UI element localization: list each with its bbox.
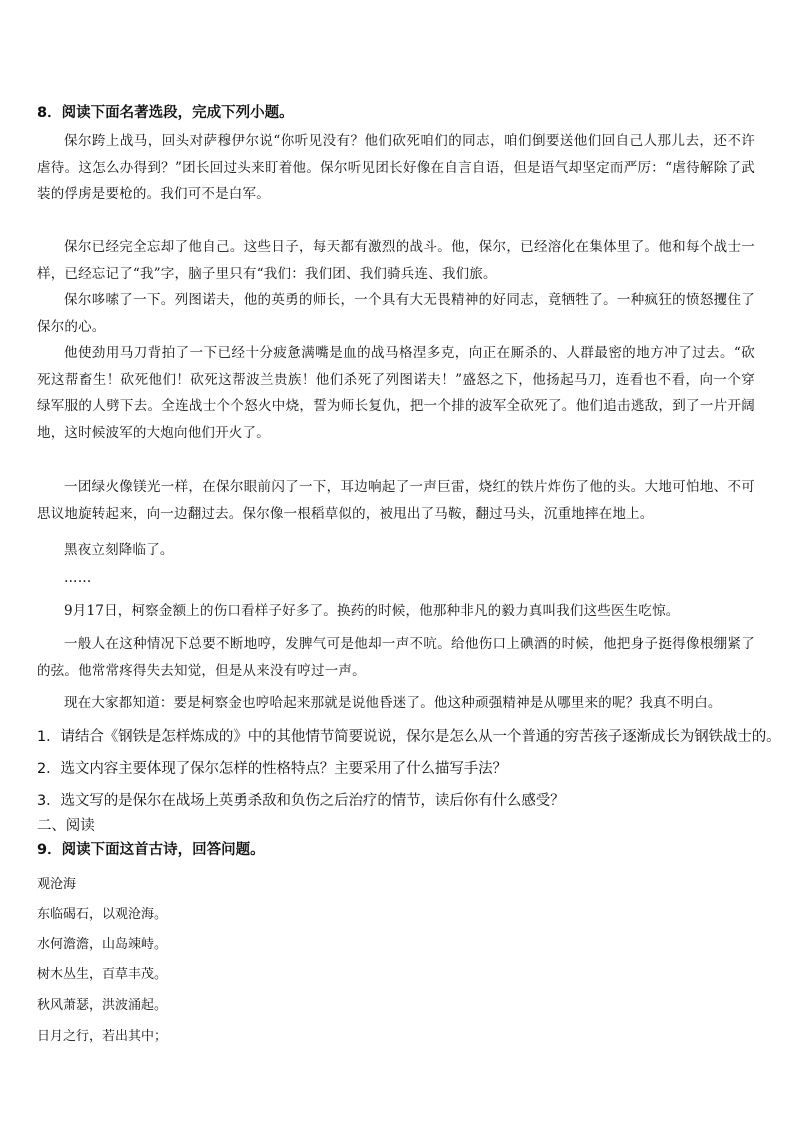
poem-line: 水何澹澹，山岛竦峙。 — [37, 937, 168, 952]
sub-question-3: 3．选文写的是保尔在战场上英勇杀敌和负伤之后治疗的情节，读后你有什么感受？ — [37, 793, 565, 809]
poem-line: 秋风萧瑟，洪波涌起。 — [37, 998, 168, 1013]
question-9-heading: 9．阅读下面这首古诗，回答问题。 — [37, 842, 265, 858]
diary-paragraph: 一般人在这种情况下总要不断地哼，发脾气可是他却一声不吭。给他伤口上碘酒的时候，他把身子挺得像根绷紧了的弦。他常常疼得失去知觉，但是从来没有哼过一声。 — [37, 636, 755, 679]
excerpt-paragraph: 保尔跨上战马，回头对萨穆伊尔说“你听见没有？他们砍死咱们的同志，咱们倒要送他们回自己人那儿去，还不许虐待。这怎么办得到？”团长回过头来盯着他。保尔听见团长好像在自言自语，但是语气却坚定而严厉：“虐待解除了武装的俘虏是要枪的。我们可不是白军。 — [37, 133, 755, 202]
sub-question-2: 2．选文内容主要体现了保尔怎样的性格特点？主要采用了什么描写手法？ — [37, 761, 507, 777]
sub-question-1: 1．请结合《钢铁是怎样炼成的》中的其他情节简要说说，保尔是怎么从一个普通的穷苦孩子逐渐成长为钢铁战士的。 — [37, 729, 781, 745]
diary-paragraph: 9月17日，柯察金额上的伤口看样子好多了。换药的时候，他那种非凡的毅力真叫我们这些医生吃惊。 — [64, 603, 680, 619]
excerpt-paragraph: 他使劲用马刀背拍了一下已经十分疲惫满嘴是血的战马格涅多克，向正在厮杀的、人群最密的地方冲了过去。“砍死这帮畜生！砍死他们！砍死这帮波兰贵族！他们杀死了列图诺夫！”盛怒之下，他扬起马刀，连看也不看，向一个穿绿军服的人劈下去。全连战士个个怒火中烧，誓为师长复仇，把一个排的波军全砍死了。他们追击逃敌，到了一片开阔地，这时候波军的大炮向他们开火了。 — [37, 345, 755, 441]
poem-line: 东临碣石，以观沧海。 — [37, 907, 168, 922]
excerpt-paragraph: 一团绿火像镁光一样，在保尔眼前闪了一下，耳边响起了一声巨雷，烧红的铁片炸伤了他的头。大地可怕地、不可思议地旋转起来，向一边翻过去。保尔像一根稻草似的，被甩出了马鞍，翻过马头，沉重地摔在地上。 — [37, 479, 755, 522]
diary-paragraph: 现在大家都知道：要是柯察金也哼哈起来那就是说他昏迷了。他这种顽强精神是从哪里来的呢？我真不明白。 — [64, 695, 722, 711]
poem-line: 日月之行，若出其中； — [37, 1029, 168, 1044]
section-title: 二、阅读 — [37, 818, 95, 834]
excerpt-paragraph: 保尔已经完全忘却了他自己。这些日子，每天都有激烈的战斗。他，保尔，已经溶化在集体里了。他和每个战士一样，已经忘记了“我”字，脑子里只有“我们：我们团、我们骑兵连、我们旅。 — [37, 239, 755, 282]
excerpt-paragraph: 黑夜立刻降临了。 — [64, 542, 174, 558]
question-8-heading: 8．阅读下面名著选段，完成下列小题。 — [37, 105, 294, 121]
poem-line: 树木丛生，百草丰茂。 — [37, 967, 168, 982]
poem-title: 观沧海 — [37, 877, 77, 892]
excerpt-paragraph: 保尔哆嗦了一下。列图诺夫，他的英勇的师长，一个具有大无畏精神的好同志，竟牺牲了。一种疯狂的愤怒攫住了保尔的心。 — [37, 292, 755, 335]
ellipsis: …… — [64, 570, 92, 586]
